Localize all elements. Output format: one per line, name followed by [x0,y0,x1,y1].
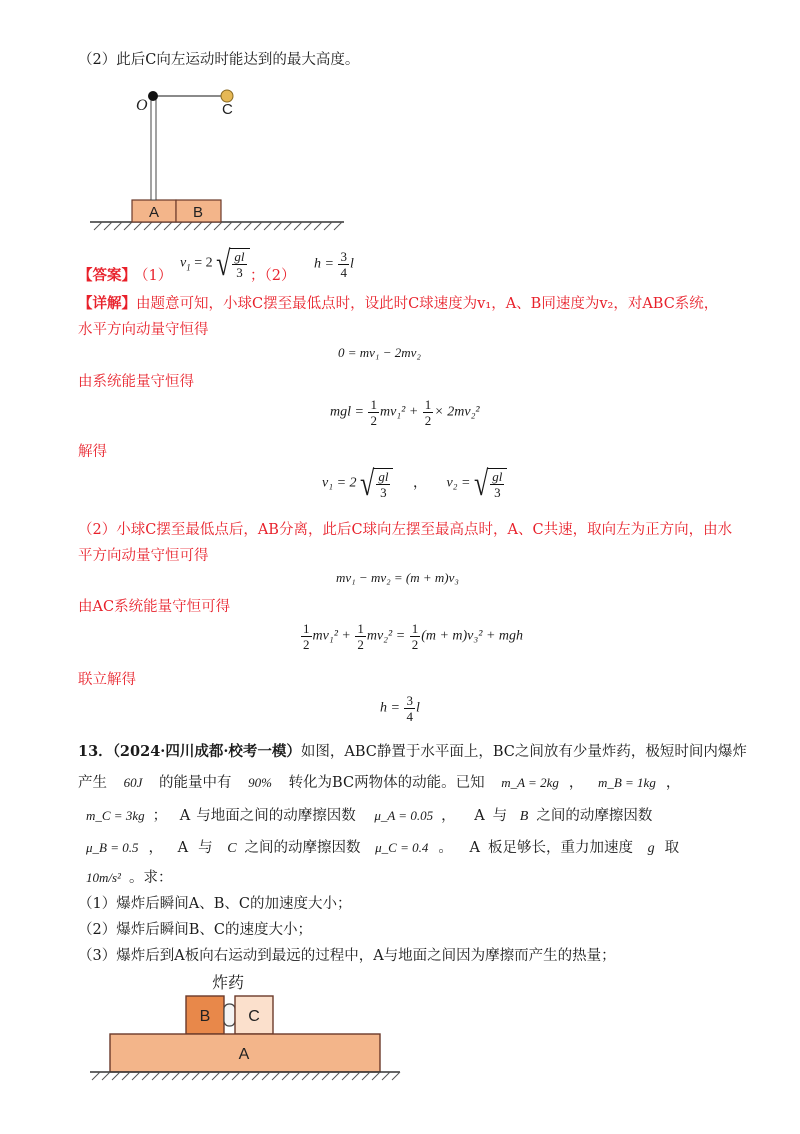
label-c: C [222,101,233,118]
label-b2: B [199,1008,211,1025]
q13-sub1: （1）爆炸后瞬间A、B、C的加速度大小； [78,896,352,912]
label-b: B [192,204,204,221]
answer-h-formula: h = $\frac{3}{4}$ l [314,249,354,280]
detail-line8: 联立解得 [78,672,136,688]
part2-question: （2）此后C向左运动时能达到的最大高度。 [78,52,360,68]
detail-line2: 水平方向动量守恒得 [78,322,209,338]
q13-line4: μ_B = 0.5 ， A 与 C 之间的动摩擦因数 μ_C = 0.4 。 A 板足够长，重力加速度 g 取 [86,840,680,856]
eq-final: h = $\frac{3}{4}$ l [380,693,420,724]
q13-sub3: （3）爆炸后到A板向右运动到最远的过程中，A与地面之间因为摩擦而产生的热量； [78,948,616,964]
answer-p1: （1） [134,268,173,284]
explosive-label: 炸药 [212,973,245,992]
explosive-capsule [224,1004,235,1026]
answer-v1-formula: $v_1 = 2$ √ $\frac{gl}{3}$ [180,248,250,279]
eq-momentum-1: 0 = mv₁ − 2mv₂ [338,345,421,360]
q13-sub2: （2）爆炸后瞬间B、C的速度大小； [78,922,312,938]
detail-line6: 平方向动量守恒可得 [78,548,209,564]
explosive-figure [84,970,404,1090]
detail-line3: 由系统能量守恒得 [78,374,194,390]
eq-momentum-2: mv₁ − mv₂ = (m + m)v₃ [336,570,459,585]
eq-solution-1: v₁ = 2 √ $\frac{gl}{3}$ ， v₂ = √ $\frac{gl}{3}$ [322,468,507,499]
eq-energy-1: mgl = $\frac{1}{2}$ mv₁² + $\frac{1}{2}$ × 2mv₂² [330,397,480,428]
label-a2: A [238,1046,250,1063]
q13-line5: 10m/s² 。求： [86,870,173,886]
answer-tag: 【答案】 [78,267,136,284]
label-c2: C [248,1008,260,1025]
detail-line1: 【详解】由题意可知，小球C摆至最低点时，设此时C球速度为v₁，A、B同速度为v₂，对ABC系统， [78,295,719,312]
label-o: O [136,97,148,114]
q13-line1: 13．（2024·四川成都·校考一模）如图，ABC静置于水平面上，BC之间放有少量炸药，极短时间内爆炸 [78,743,747,760]
ground-hatch [94,222,342,230]
label-a: A [148,204,160,221]
q13-line3: m_C = 3kg ； A 与地面之间的动摩擦因数 μ_A = 0.05 ， A 与 B 之间的动摩擦因数 [86,808,653,824]
pendulum-figure [88,84,348,234]
eq-energy-2: $\frac{1}{2}$ mv₁² + $\frac{1}{2}$ mv₂² = $\frac{1}{2}$ (m + m)v₃² + mgh [303,621,524,652]
pole [151,96,156,200]
detail-line7: 由AC系统能量守恒可得 [78,599,231,615]
answer-sep: ；（2） [250,268,296,284]
detail-line4: 解得 [78,444,107,460]
pivot-o [148,91,158,101]
ground-hatch-2 [92,1072,400,1080]
q13-line2: 产生 60J 的能量中有 90% 转化为BC两物体的动能。已知 m_A = 2kg ， m_B = 1kg ， [78,775,681,791]
detail-line5: （2）小球C摆至最低点后，AB分离，此后C球向左摆至最高点时，A、C共速，取向左为正方向，由水 [78,522,733,538]
